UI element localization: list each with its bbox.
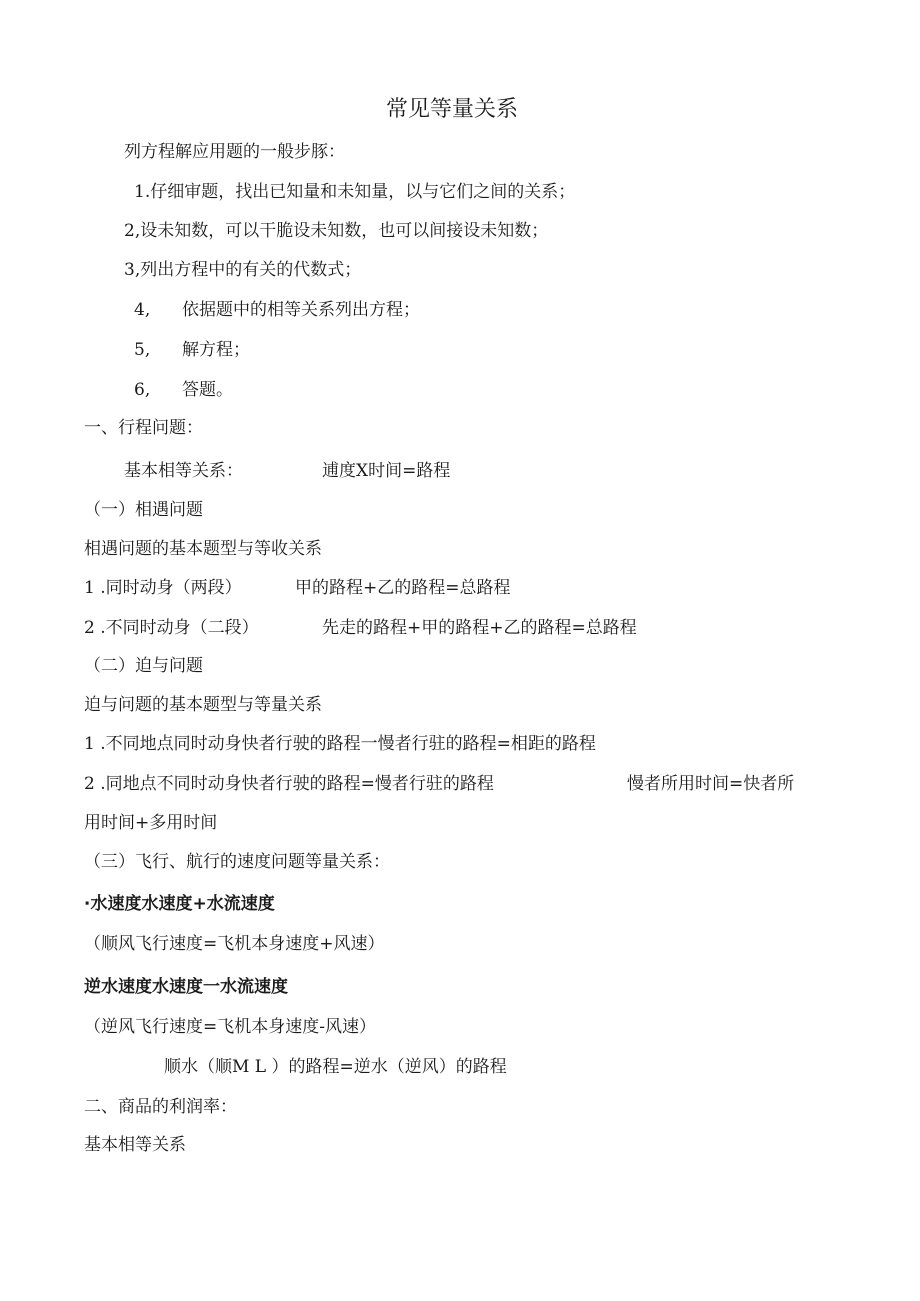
page-title: 常见等量关系 (386, 97, 519, 122)
basic-relation-label: 基本相等关系： (124, 461, 243, 481)
chase-item-2-time-relation: 慢者所用时间=快者所 (627, 774, 795, 794)
profit-basic-relation: 基本相等关系 (84, 1135, 186, 1155)
meeting-item-1-label: 1 .同时动身（两段） (84, 578, 242, 598)
chase-item-1: 1 .不同地点同时动身快者行驶的路程一慢者行驻的路程=相距的路程 (84, 734, 596, 754)
subsection-heading-meeting: （一）相遇问题 (84, 500, 203, 520)
chase-intro: 迫与问题的基本题型与等量关系 (84, 695, 322, 715)
subsection-heading-chase: （二）迫与问题 (84, 656, 203, 676)
step-2: 2,设未知数，可以干脆设未知数，也可以间接设未知数； (124, 221, 549, 241)
meeting-item-2-label: 2 .不同时动身（二段） (84, 618, 259, 638)
step-6-text: 答题。 (182, 380, 233, 400)
headwind-speed-formula: （逆风飞行速度=飞机本身速度-风速） (84, 1017, 376, 1037)
distance-equality: 顺水（顺M L ）的路程=逆水（逆风）的路程 (164, 1057, 507, 1077)
chase-item-2-continued: 用时间+多用时间 (84, 813, 218, 833)
steps-intro: 列方程解应用题的一般步豚： (124, 142, 345, 162)
upstream-speed-formula: 逆水速度水速度一水流速度 (84, 977, 288, 997)
subsection-heading-flight: （三）飞行、航行的速度问题等量关系： (84, 852, 390, 872)
meeting-intro: 相遇问题的基本题型与等收关系 (84, 539, 322, 559)
step-5-number: 5, (134, 340, 151, 360)
tailwind-speed-formula: （顺风飞行速度=飞机本身速度+风速） (84, 934, 385, 954)
step-4-number: 4, (134, 300, 151, 320)
step-3: 3,列出方程中的有关的代数式； (124, 260, 362, 280)
basic-relation-formula: 逋度X时间=路程 (322, 461, 451, 481)
step-4-text: 依据题中的相等关系列出方程； (182, 300, 420, 320)
chase-item-2: 2 .同地点不同时动身快者行驶的路程=慢者行驻的路程 (84, 774, 494, 794)
meeting-item-1-formula: 甲的路程+乙的路程=总路程 (295, 578, 511, 598)
downstream-speed-formula: ∙水速度水速度+水流速度 (84, 894, 275, 914)
step-1: 1.仔细审题，找出已知量和未知量，以与它们之间的关系； (134, 182, 576, 202)
step-5-text: 解方程； (182, 340, 250, 360)
section-heading-travel: 一、行程问题： (84, 418, 203, 438)
section-heading-profit: 二、商品的利润率： (84, 1097, 237, 1117)
meeting-item-2-formula: 先走的路程+甲的路程+乙的路程=总路程 (322, 618, 637, 638)
step-6-number: 6, (134, 380, 151, 400)
